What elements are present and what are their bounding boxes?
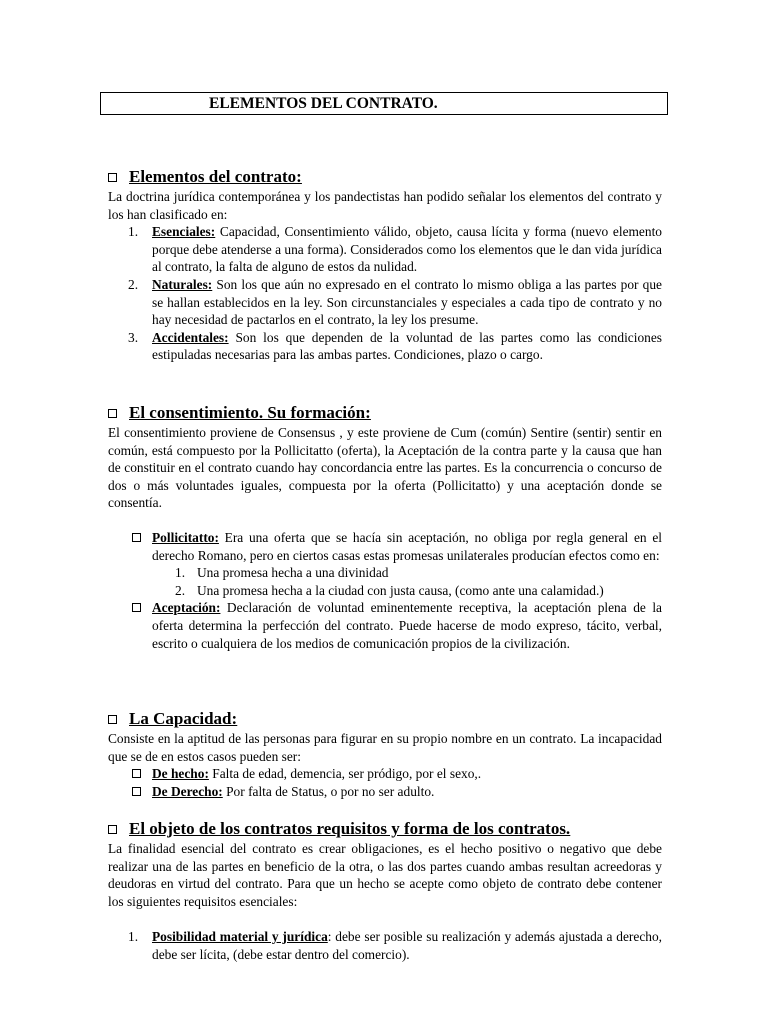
paragraph: Consiste en la aptitud de las personas para figurar en su propio nombre en un contrato. La incapacidad que se de en estos casos pueden ser: [108, 731, 662, 764]
list-item: 1. Posibilidad material y jurídica: debe ser posible su realización y además ajustada a derecho, debe ser lícita, (debe estar dentro del comercio). [128, 929, 662, 962]
section-heading: El consentimiento. Su formación: [108, 402, 662, 424]
list-item: 1. Esenciales: Capacidad, Consentimiento válido, objeto, causa lícita y forma (nuevo elemento porque debe atenderse a una forma). Considerados como los elementos que le dan vida jurídica al contrato, la falta de alguno de estos da nulidad. [128, 224, 662, 275]
checkbox-bullet-icon [132, 769, 141, 778]
section-heading: Elementos del contrato: [108, 166, 662, 188]
list-item: 2. Una promesa hecha a la ciudad con justa causa, (como ante una calamidad.) [175, 582, 604, 598]
checkbox-bullet-icon [108, 825, 117, 834]
page-title: ELEMENTOS DEL CONTRATO. [209, 95, 438, 112]
list-item: 2. Naturales: Son los que aún no expresado en el contrato lo mismo obliga a las partes por que se hallan establecidos en la ley. Son circunstanciales y especiales a cada tipo de contrato y no hay necesidad de pactarlos en el contrato, la ley los presume. [128, 276, 662, 328]
paragraph: La doctrina jurídica contemporánea y los pandectistas han podido señalar los elementos del contrato y los han clasificado en: [108, 189, 662, 222]
checkbox-bullet-icon [108, 173, 117, 182]
checkbox-bullet-icon [132, 533, 141, 542]
checkbox-bullet-icon [108, 409, 117, 418]
list-item: 3. Accidentales: Son los que dependen de la voluntad de las partes como las condiciones estipuladas necesarias para las ambas partes. Condiciones, plazo o cargo. [128, 329, 662, 363]
numbered-list [108, 223, 662, 364]
checkbox-bullet-icon [132, 603, 141, 612]
bullet-item-de-derecho: De Derecho: Por falta de Status, o por no ser adulto. [108, 783, 662, 801]
checkbox-bullet-icon [108, 715, 117, 724]
section-heading: La Capacidad: [108, 708, 662, 730]
title-box [100, 92, 668, 115]
section-capacidad [108, 708, 662, 800]
paragraph: La finalidad esencial del contrato es crear obligaciones, es el hecho positivo o negativo que debe realizar una de las partes en beneficio de la otra, o las dos partes cuando ambas resultan acreedoras y deudoras en virtud del contrato. Para que un hecho se acepte como objeto de contrato debe contener los siguientes requisitos esenciales: [108, 841, 662, 909]
section-consentimiento [108, 402, 662, 652]
bullet-item-de-hecho: De hecho: Falta de edad, demencia, ser pródigo, por el sexo,. [108, 765, 662, 783]
section-elementos [108, 166, 662, 364]
bullet-item-aceptacion: Aceptación: Declaración de voluntad eminentemente receptiva, la aceptación plena de la oferta determina la perfección del contrato. Puede hacerse de modo expreso, tácito, verbal, escrito o cualquiera de los medios de comunicación propios de la civilización. [108, 599, 662, 652]
bullet-item-pollicitatto: Pollicitatto: Era una oferta que se hacía sin aceptación, no obliga por regla general en el derecho Romano, pero en ciertos casas estas promesas unilaterales producían efectos como en: [108, 529, 662, 564]
paragraph: El consentimiento proviene de Consensus , y este proviene de Cum (común) Sentire (sentir) sentir en común, está compuesto por la Pollicitatto (oferta), la Aceptación de la contra parte y la causa que han de constituir en el contrato cuando hay concordancia entre las partes. Es la concurrencia o concurso de dos o más voluntades iguales, compuesta por la oferta (Pollicitatto) y una aceptación donde se consentía. [108, 425, 662, 511]
numbered-list [108, 564, 662, 599]
checkbox-bullet-icon [132, 787, 141, 796]
list-item: 1. Una promesa hecha a una divinidad [175, 565, 389, 581]
section-heading: El objeto de los contratos requisitos y forma de los contratos. [108, 818, 662, 840]
section-objeto [108, 818, 662, 964]
numbered-list [108, 928, 662, 963]
